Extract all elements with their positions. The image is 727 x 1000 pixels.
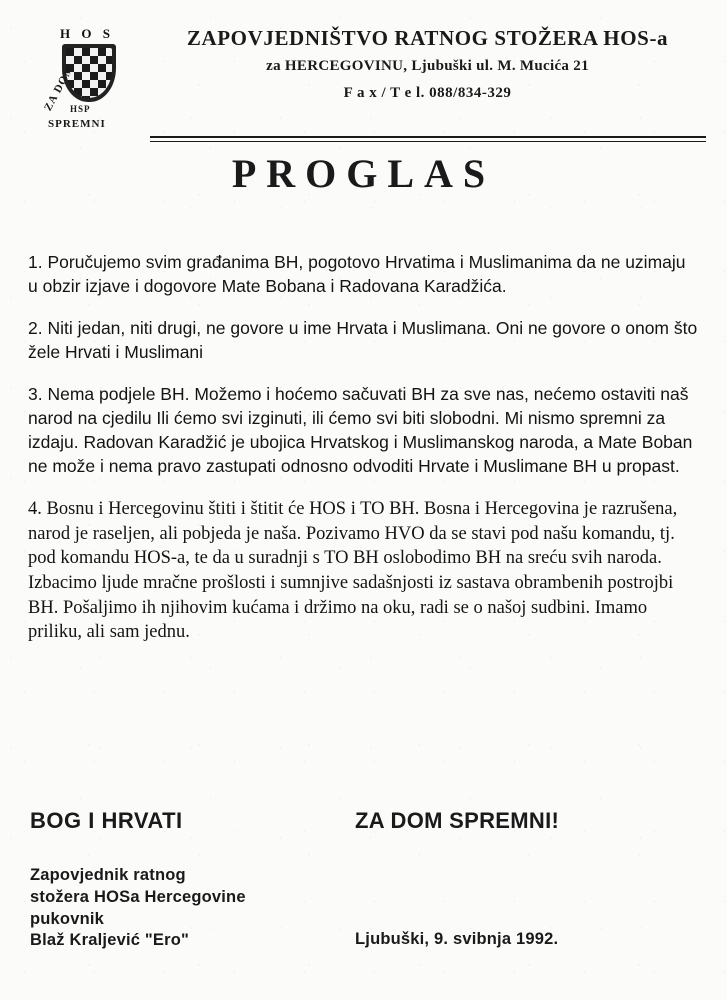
place-and-date: Ljubuški, 9. svibnja 1992. [355,930,559,949]
header-divider-thick [150,136,706,138]
signature-line-1: Zapovjednik ratnog [30,866,186,884]
letterhead [0,18,727,138]
signature-line-2: stožera HOSa Hercegovine [30,887,246,906]
paragraph-4: 4. Bosnu i Hercegovinu štiti i štitit će HOS i TO BH. Bosna i Hercegovina je razrušena, narod je raseljen, ali pobjeda je naša. Pozivamo HVO da se stavi pod našu komandu, tj. pod komandu HOS-a, te da u suradnji s TO BH oslobodimo BH na sreću svih naroda. Izbacimo ljude mračne prošlosti i sumnjive sadašnjosti iz sastava obrambenih postrojbi BH. Pošaljimo ih njihovim kućama i držimo na oku, radi se o našoj sudbini. Imamo priliku, ali sam jednu. [28,499,678,643]
emblem-hsp-text: HSP [70,104,91,114]
paragraph-3: 3. Nema podjele BH. Možemo i hoćemo sačuvati BH za sve nas, nećemo ostaviti naš narod na cjedilu Ili ćemo svi izginuti, ili ćemo svi biti slobodni. Mi nismo spremni za izdaju. Radovan Karadžić je ubojica Hrvatskog i Muslimanskog naroda, a Mate Boban ne može i nema pravo zastupati odnosno odvoditi Hrvate i Muslimane BH u propast. [28,384,693,477]
emblem-motto [26,24,154,136]
slogans [30,808,690,842]
emblem-motto-left: ZA DOM [42,62,77,114]
letterhead-line-1: ZAPOVJEDNIŠTVO RATNOG STOŽERA HOS-a [186,26,669,50]
paragraph-2: 2. Niti jedan, niti drugi, ne govore u ime Hrvata i Muslimana. Oni ne govore o onom što žele Hrvati i Muslimani [28,317,698,362]
slogan-left: BOG I HRVATI [30,808,183,833]
page-title: PROGLAS [231,151,496,196]
letterhead-line-3: F a x / T e l. 088/834-329 [343,85,512,101]
signature-block [30,865,700,952]
emblem-top-text: H O S [60,26,114,41]
slogan-right: ZA DOM SPREMNI! [355,808,560,833]
paragraph-1: 1. Poručujemo svim građanima BH, pogotovo Hrvatima i Muslimanima da ne uzimaju u obzir izjave i dogovore Mate Bobana i Radovana Karadžića. [28,251,686,296]
emblem-motto-bottom: SPREMNI [48,118,106,130]
hos-emblem [26,24,154,136]
letterhead-text [150,26,705,102]
letterhead-line-2: za HERCEGOVINU, Ljubuški ul. M. Mucića 21 [266,58,589,74]
document-body [28,232,700,663]
header-divider-thin [150,141,706,142]
signature-line-3: pukovnik [30,909,105,928]
signature-line-4: Blaž Kraljević "Ero" [30,931,190,950]
